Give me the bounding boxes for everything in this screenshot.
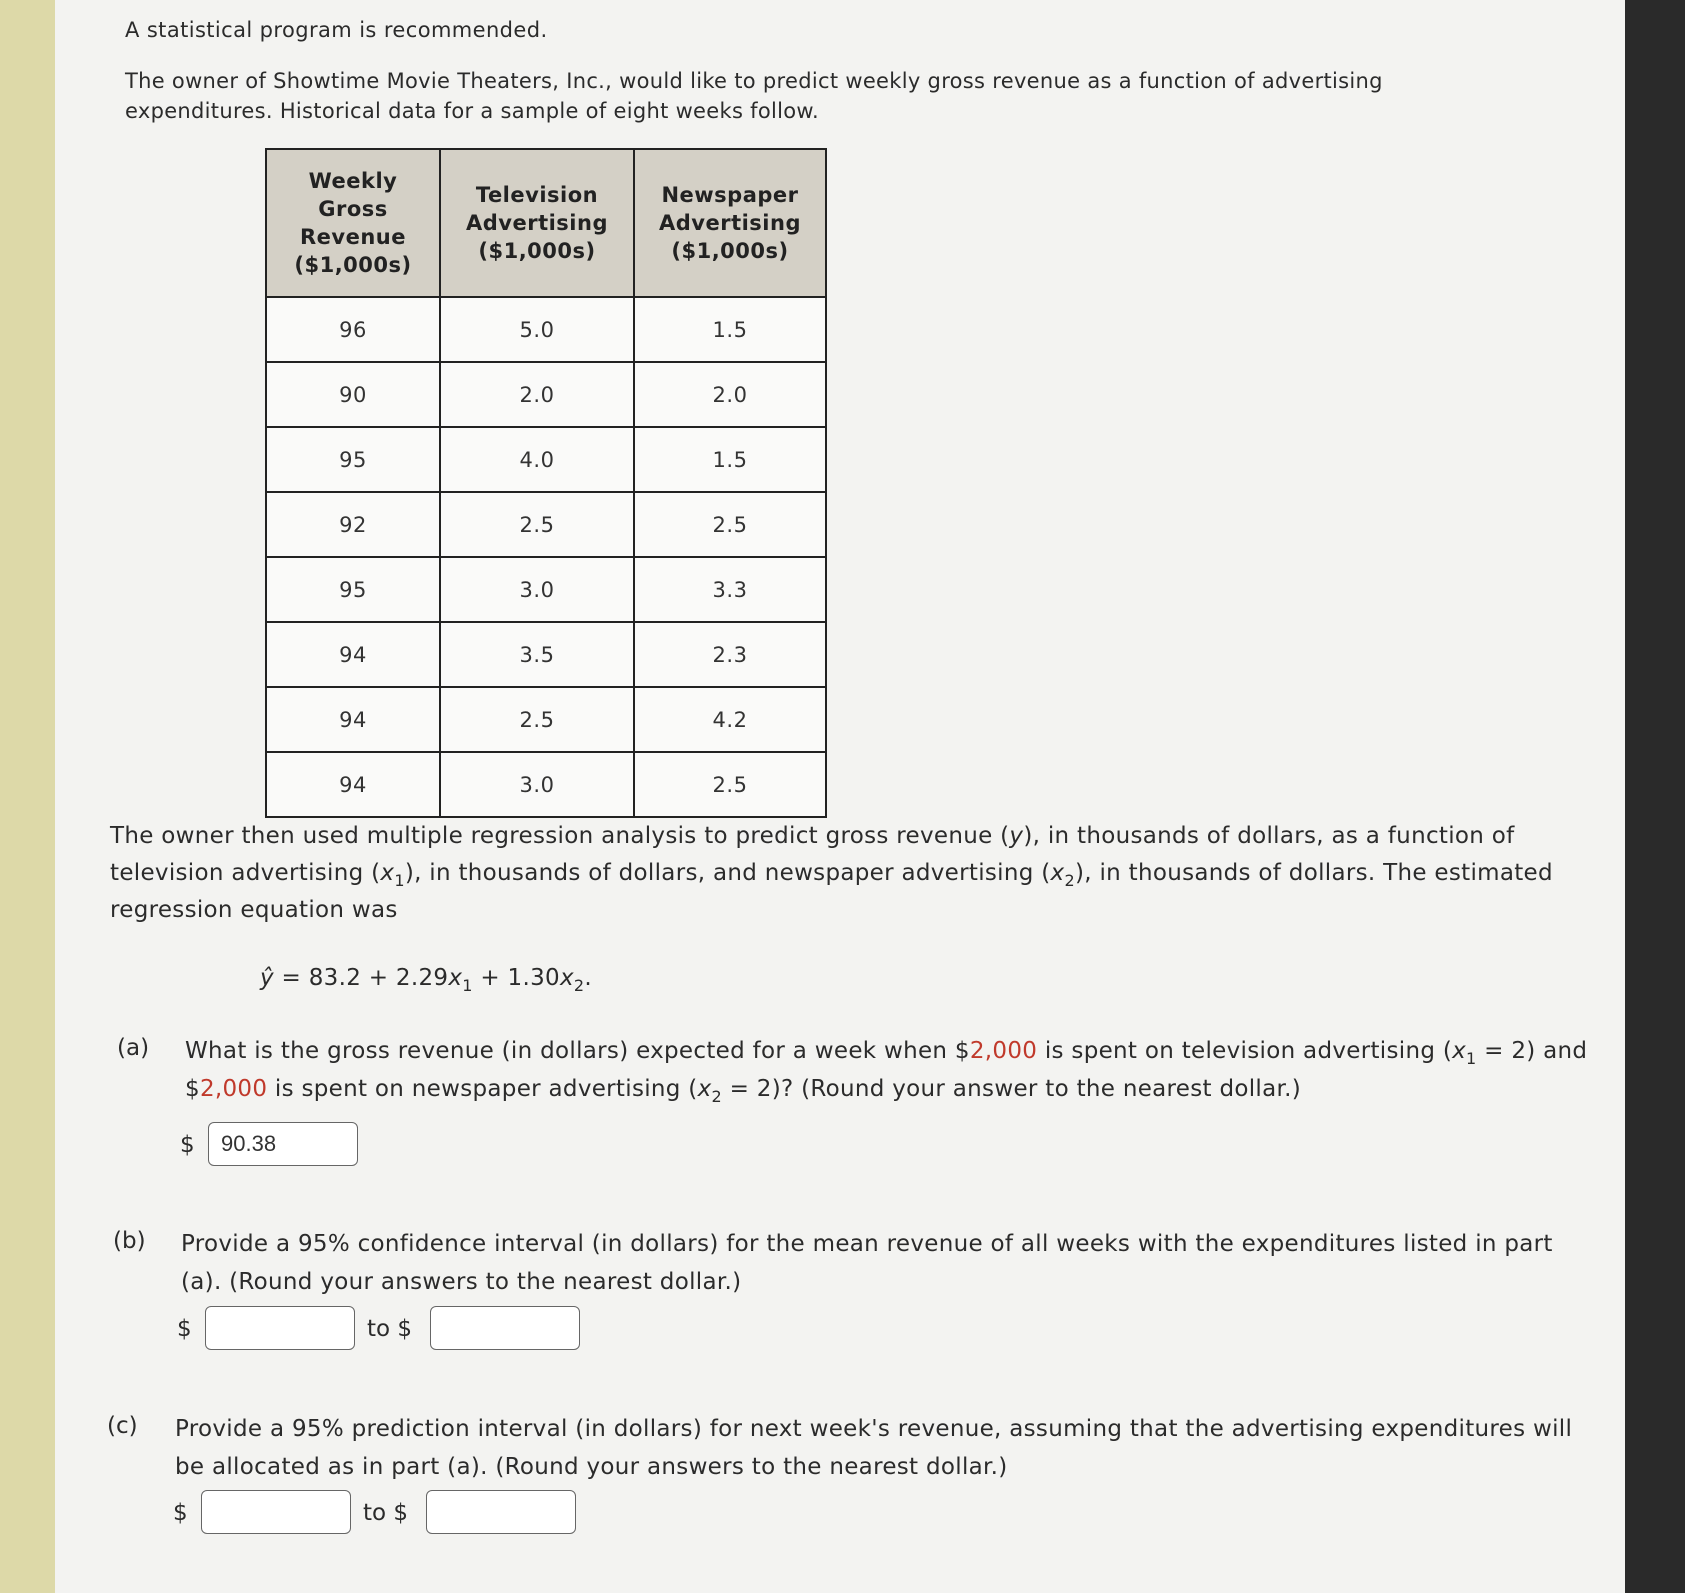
regression-description: The owner then used multiple regression analysis to predict gross revenue (y), in thousands of dollars, as a function of television advertising $(x_1)$, in thousands of dollars, and newspaper advertising $(x_2)$, in thousands of dollars. The estimated regression equation was bbox=[110, 823, 1553, 923]
question-c-lower-input[interactable] bbox=[201, 1490, 351, 1534]
table-cell: 3.3 bbox=[634, 557, 826, 622]
table-cell: 4.0 bbox=[440, 427, 634, 492]
regression-equation: ŷ = $83.2 + 2.29x_1 + 1.30x_2$. bbox=[260, 965, 592, 995]
left-margin-strip bbox=[0, 0, 55, 1593]
table-cell: 94 bbox=[266, 622, 440, 687]
table-cell: 4.2 bbox=[634, 687, 826, 752]
header-weekly-gross-revenue: Weekly Gross Revenue ($1,000s) bbox=[266, 149, 440, 297]
question-b-text: Provide a 95% confidence interval (in dollars) for the mean revenue of all weeks with the expenditures listed in part (a). (Round your answers to the nearest dollar.) bbox=[181, 1231, 1553, 1295]
question-a-currency: $ bbox=[180, 1132, 195, 1158]
question-c-upper-input[interactable] bbox=[426, 1490, 576, 1534]
table-row bbox=[266, 297, 826, 362]
problem-description: The owner of Showtime Movie Theaters, Inc., would like to predict weekly gross revenue as a function of advertising expenditures. Historical data for a sample of eight weeks follow. bbox=[125, 69, 1383, 123]
table-cell: 1.5 bbox=[634, 427, 826, 492]
header-television-advertising: Television Advertising ($1,000s) bbox=[440, 149, 634, 297]
question-c-text: Provide a 95% prediction interval (in dollars) for next week's revenue, assuming that the advertising expenditures will be allocated as in part (a). (Round your answers to the nearest dollar.) bbox=[175, 1416, 1573, 1480]
table-row bbox=[266, 752, 826, 817]
table-cell: 2.5 bbox=[634, 492, 826, 557]
question-c-to-label: to $ bbox=[363, 1500, 409, 1526]
table-cell: 3.5 bbox=[440, 622, 634, 687]
header-newspaper-advertising: Newspaper Advertising ($1,000s) bbox=[634, 149, 826, 297]
question-a-answer-input[interactable]: 90.38 bbox=[208, 1122, 358, 1166]
table-cell: 5.0 bbox=[440, 297, 634, 362]
table-cell: 1.5 bbox=[634, 297, 826, 362]
question-a-text: What is the gross revenue (in dollars) expected for a week when $2,000 is spent on television advertising $(x_1 = 2)$ and $2,000 is spent on newspaper advertising $(x_2 = 2)$? (Round your answer to the nearest dollar.) bbox=[185, 1038, 1588, 1106]
table-cell: 95 bbox=[266, 557, 440, 622]
table-cell: 2.3 bbox=[634, 622, 826, 687]
table-cell: 2.0 bbox=[440, 362, 634, 427]
table-cell: 2.0 bbox=[634, 362, 826, 427]
question-c-currency: $ bbox=[173, 1500, 188, 1526]
table-row bbox=[266, 687, 826, 752]
intro-text: A statistical program is recommended. bbox=[125, 18, 548, 42]
table-row bbox=[266, 557, 826, 622]
table-cell: 2.5 bbox=[634, 752, 826, 817]
question-b-lower-input[interactable] bbox=[205, 1306, 355, 1350]
table-row bbox=[266, 362, 826, 427]
question-b-currency: $ bbox=[177, 1316, 192, 1342]
question-b-label: (b) bbox=[113, 1228, 146, 1254]
table-cell: 90 bbox=[266, 362, 440, 427]
question-c-label: (c) bbox=[107, 1413, 138, 1439]
table-cell: 2.5 bbox=[440, 492, 634, 557]
question-b-to-label: to $ bbox=[367, 1316, 413, 1342]
table-cell: 94 bbox=[266, 752, 440, 817]
table-row bbox=[266, 492, 826, 557]
right-edge bbox=[1625, 0, 1685, 1593]
table-header-row bbox=[266, 149, 826, 297]
question-a-label: (a) bbox=[117, 1035, 150, 1061]
table-cell: 2.5 bbox=[440, 687, 634, 752]
table-cell: 94 bbox=[266, 687, 440, 752]
problem-page bbox=[55, 0, 1625, 1593]
table-cell: 3.0 bbox=[440, 752, 634, 817]
table-cell: 95 bbox=[266, 427, 440, 492]
table-row bbox=[266, 427, 826, 492]
table-row bbox=[266, 622, 826, 687]
table-cell: 3.0 bbox=[440, 557, 634, 622]
table-cell: 92 bbox=[266, 492, 440, 557]
data-table bbox=[265, 148, 827, 818]
question-b-upper-input[interactable] bbox=[430, 1306, 580, 1350]
table-cell: 96 bbox=[266, 297, 440, 362]
